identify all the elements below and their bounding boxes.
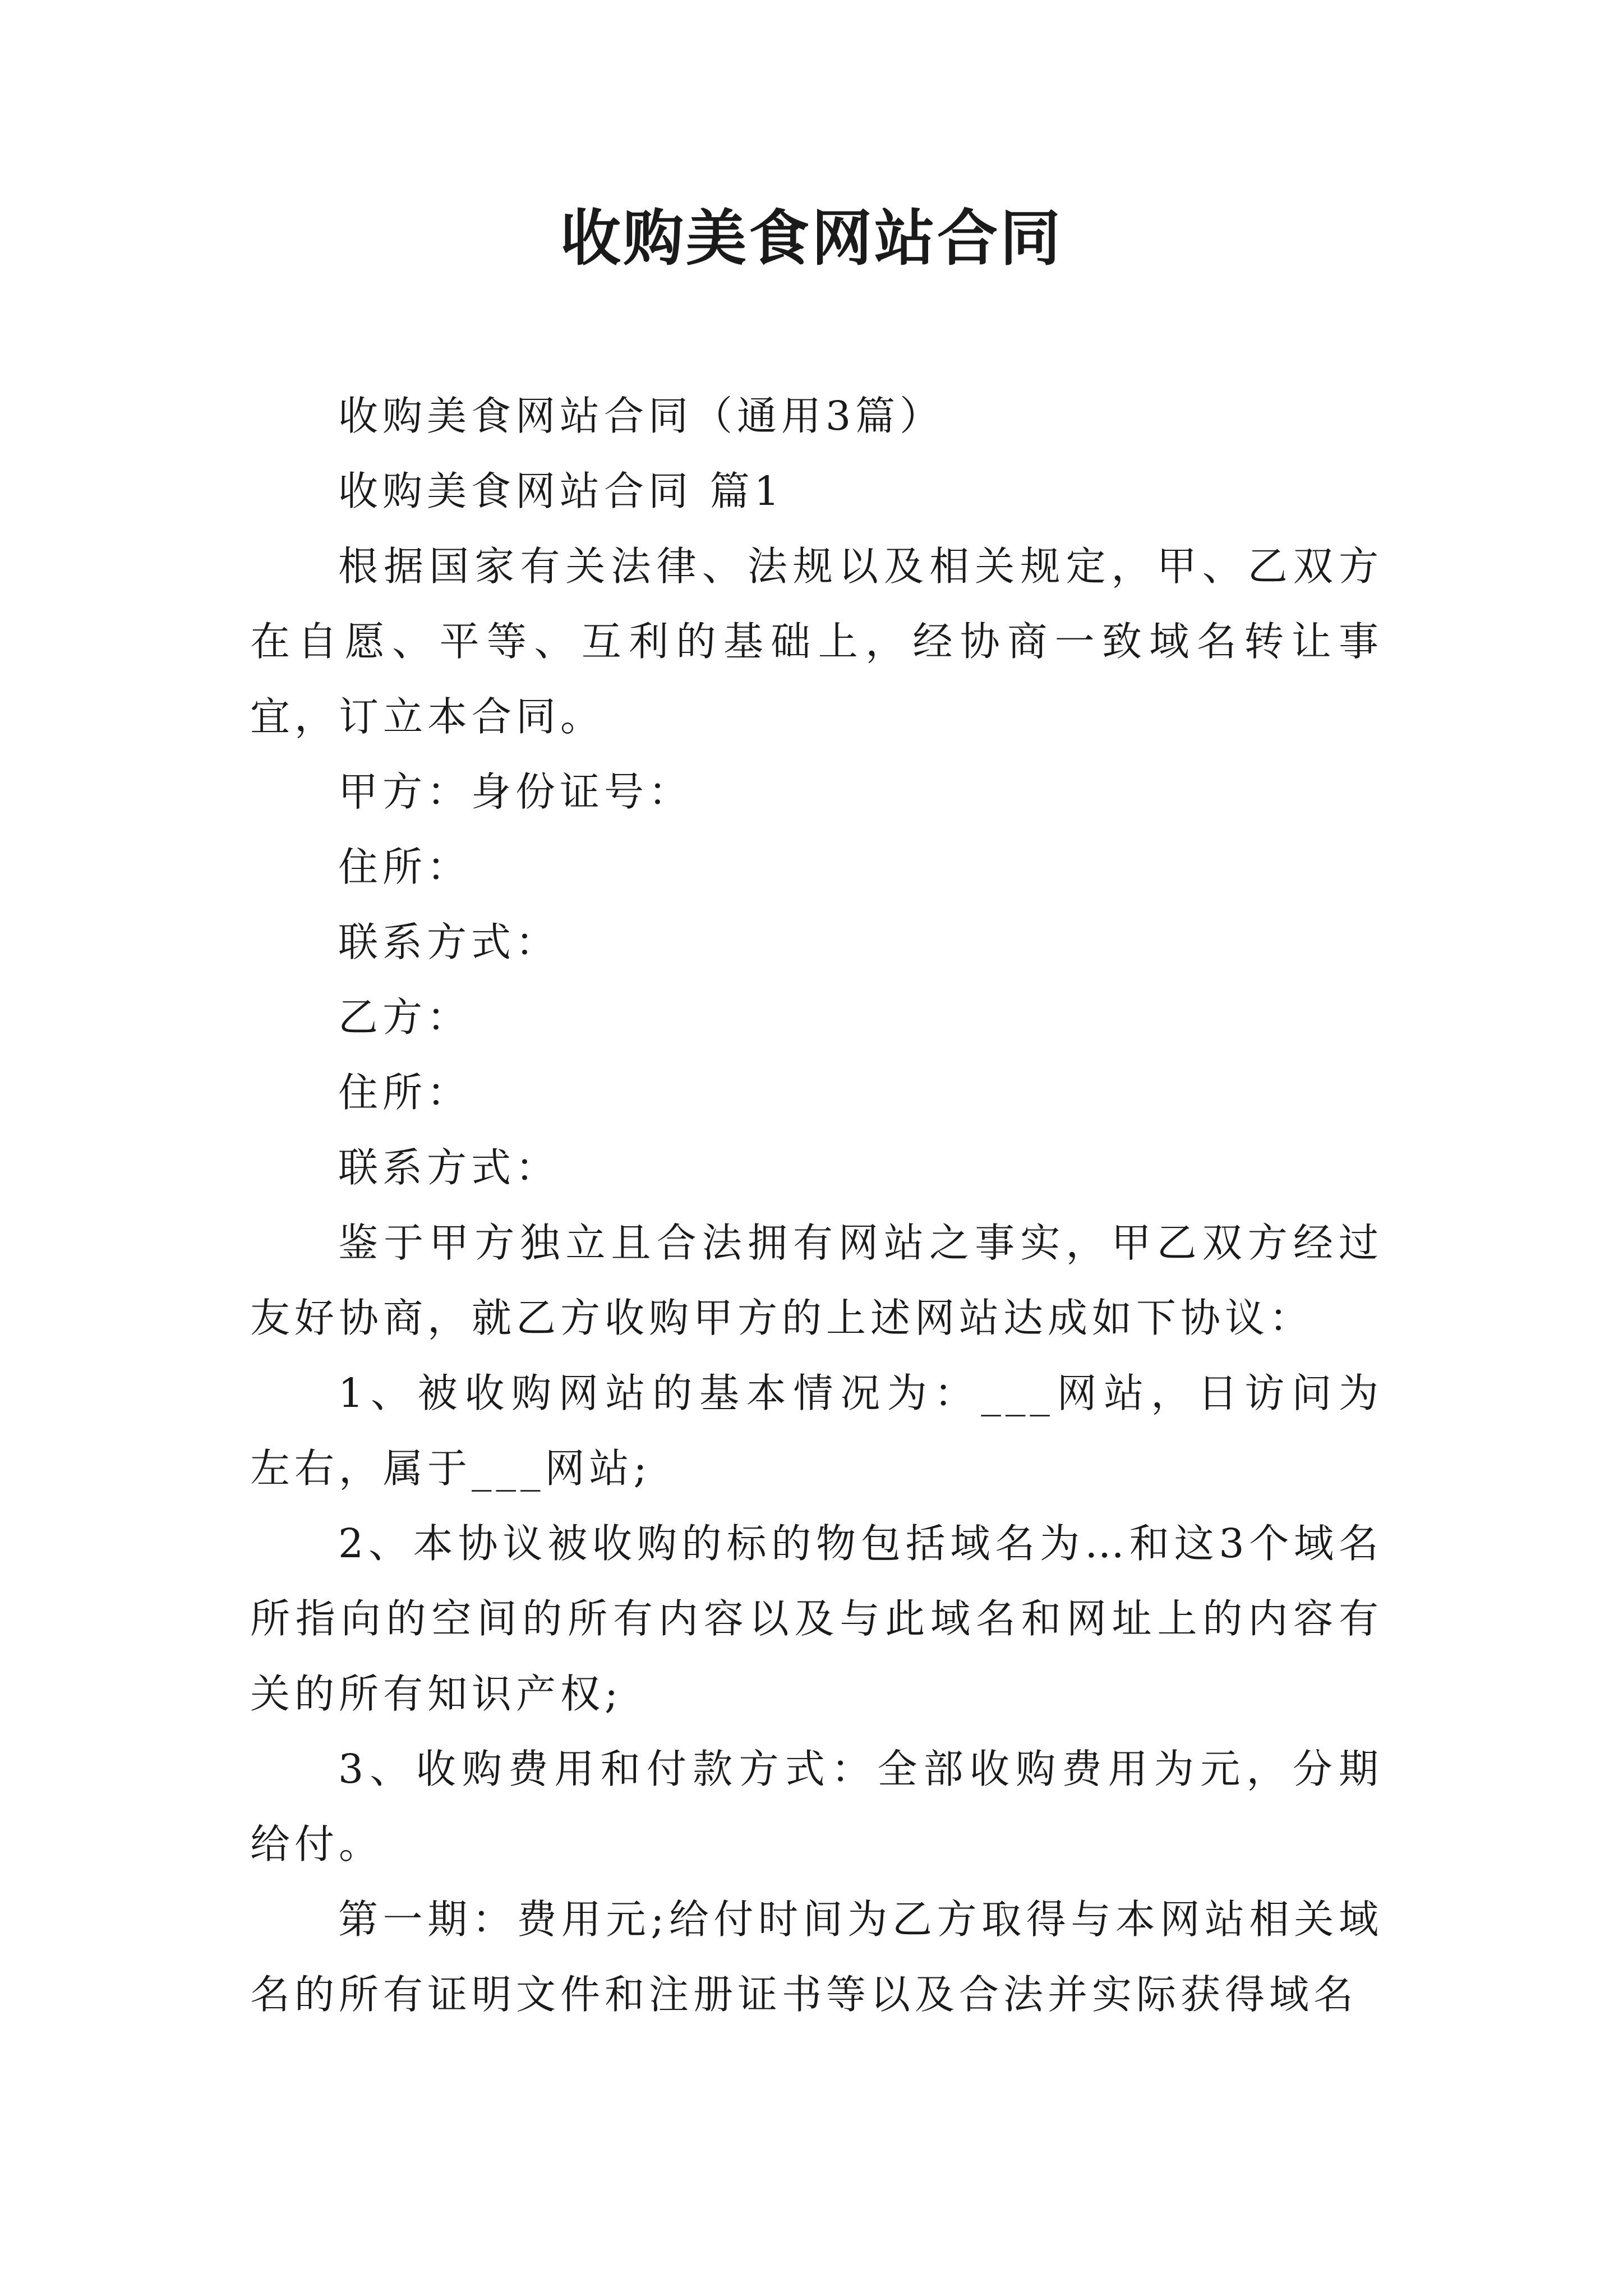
party-a-contact-line: 联系方式： <box>338 919 560 965</box>
clause-1: 1、被收购网站的基本情况为：___网站，日访问为 左右，属于___网站; <box>250 1370 1383 1492</box>
document-body <box>250 379 1383 2032</box>
preamble-paragraph: 根据国家有关法律、法规以及相关规定，甲、乙双方在自愿、平等、互利的基础上，经协商一致域名转让事宜，订立本合同。 <box>250 543 1383 740</box>
party-b-line: 乙方： <box>338 994 472 1041</box>
clause-2: 2、本协议被收购的标的物包括域名为…和这3个域名所指向的空间的所有内容以及与此域名和网址上的内容有关的所有知识产权; <box>250 1520 1383 1717</box>
section-heading-1: 收购美食网站合同 篇1 <box>338 468 784 514</box>
clause-3: 3、收购费用和付款方式：全部收购费用为元，分期给付。 <box>250 1746 1383 1867</box>
whereas-paragraph: 鉴于甲方独立且合法拥有网站之事实，甲乙双方经过友好协商，就乙方收购甲方的上述网站达成如下协议： <box>250 1220 1383 1341</box>
party-a-address-line: 住所： <box>338 844 472 890</box>
party-a-id-line: 甲方：身份证号： <box>338 769 693 815</box>
document-title: 收购美食网站合同 <box>560 203 1063 274</box>
subtitle-general: 收购美食网站合同（通用3篇） <box>338 393 944 439</box>
party-b-address-line: 住所： <box>338 1069 472 1116</box>
payment-phase-1: 第一期：费用元;给付时间为乙方取得与本网站相关域名的所有证明文件和注册证书等以及合法并实际获得域名 <box>250 1896 1383 2018</box>
party-b-contact-line: 联系方式： <box>338 1144 560 1191</box>
